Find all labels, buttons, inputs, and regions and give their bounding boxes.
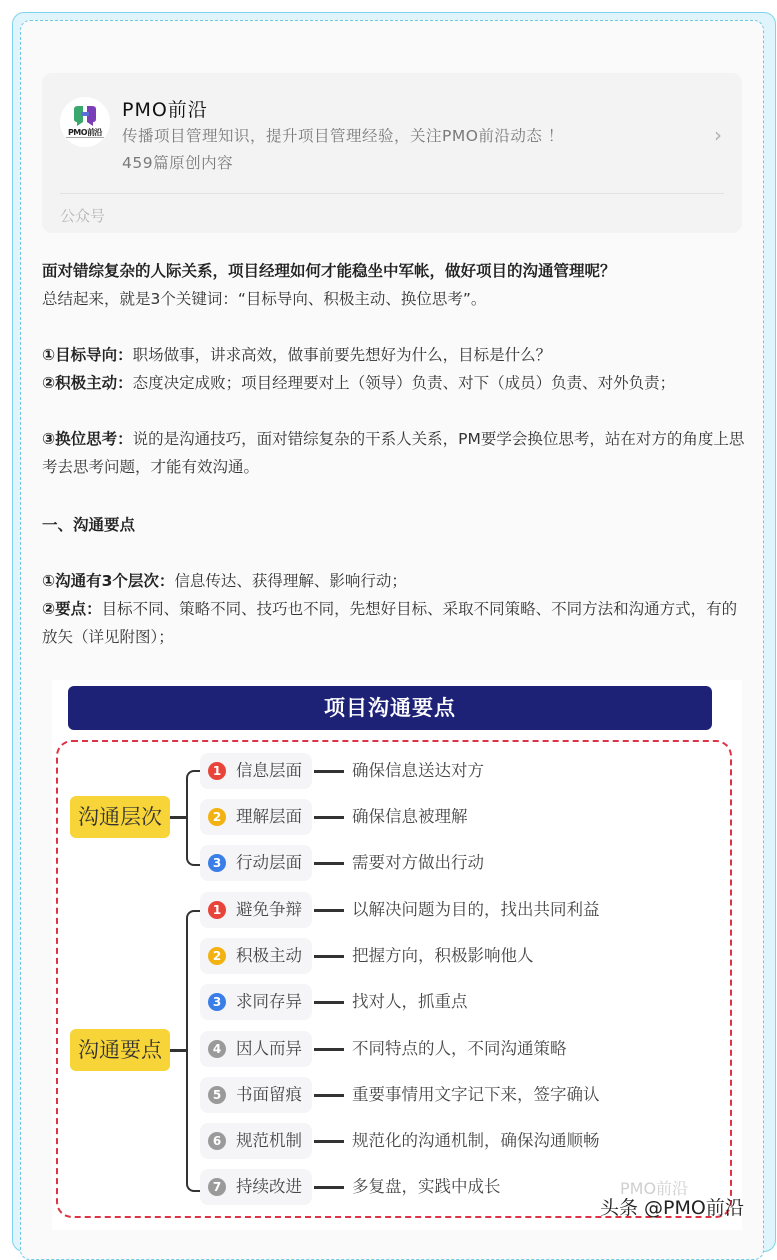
node-description: 把握方向，积极影响他人 xyxy=(352,946,534,965)
level-node xyxy=(200,845,312,881)
point-node xyxy=(200,984,312,1020)
account-name: PMO前沿 xyxy=(122,99,208,121)
connector xyxy=(314,816,344,819)
infographic-title: 项目沟通要点 xyxy=(68,686,712,730)
divider xyxy=(60,193,724,194)
node-description: 确保信息送达对方 xyxy=(352,761,484,780)
node-description: 确保信息被理解 xyxy=(352,807,468,826)
connector xyxy=(314,1186,344,1189)
infographic-image xyxy=(52,680,742,1230)
node-description: 需要对方做出行动 xyxy=(352,853,484,872)
number-badge-icon: 3 xyxy=(208,993,226,1011)
logo-underline xyxy=(66,137,104,138)
number-badge-icon: 1 xyxy=(208,901,226,919)
keyword-item: ①目标导向：职场做事，讲求高效，做事前要先想好为什么，目标是什么？ xyxy=(42,346,552,364)
keyword-item: ③换位思考：说的是沟通技巧，面对错综复杂的干系人关系，PM要学会换位思考，站在对方的角度上思考去思考问题，才能有效沟通。 xyxy=(42,430,745,476)
account-type-label: 公众号 xyxy=(60,207,106,225)
intro-summary: 总结起来，就是3个关键词：“目标导向、积极主动、换位思考”。 xyxy=(42,290,487,308)
account-description: 传播项目管理知识，提升项目管理经验，关注PMO前沿动态 ！ xyxy=(122,127,564,145)
connector xyxy=(314,1140,344,1143)
keyword-item: ②积极主动：态度决定成败；项目经理要对上（领导）负责、对下（成员）负责、对外负责； xyxy=(42,374,676,392)
node-label: 规范机制 xyxy=(236,1131,302,1150)
connector xyxy=(170,1049,186,1052)
number-badge-icon: 1 xyxy=(208,762,226,780)
category-communication-points: 沟通要点 xyxy=(70,1029,170,1071)
node-description: 重要事情用文字记下来，签字确认 xyxy=(352,1085,600,1104)
connector xyxy=(314,1094,344,1097)
level-node xyxy=(200,753,312,789)
node-label: 持续改进 xyxy=(236,1177,302,1196)
category-communication-levels: 沟通层次 xyxy=(70,796,170,838)
number-badge-icon: 4 xyxy=(208,1040,226,1058)
connector xyxy=(314,909,344,912)
level-node xyxy=(200,799,312,835)
node-label: 信息层面 xyxy=(236,761,302,780)
node-description: 不同特点的人，不同沟通策略 xyxy=(352,1039,567,1058)
point-node xyxy=(200,938,312,974)
point-item: ②要点：目标不同、策略不同、技巧也不同，先想好目标、采取不同策略、不同方法和沟通方式，有的放矢（详见附图）； xyxy=(42,600,738,646)
node-description: 找对人，抓重点 xyxy=(352,992,468,1011)
watermark: 头条 @PMO前沿 xyxy=(600,1197,744,1219)
number-badge-icon: 2 xyxy=(208,808,226,826)
number-badge-icon: 3 xyxy=(208,854,226,872)
logo-text: PMO前沿 xyxy=(67,128,103,137)
node-label: 因人而异 xyxy=(236,1039,302,1058)
account-card[interactable] xyxy=(42,73,742,233)
connector xyxy=(314,770,344,773)
node-label: 避免争辩 xyxy=(236,900,302,919)
node-label: 求同存异 xyxy=(236,992,302,1011)
node-description: 多复盘，实践中成长 xyxy=(352,1177,501,1196)
node-label: 行动层面 xyxy=(236,853,302,872)
watermark-faint: PMO前沿 xyxy=(620,1179,689,1198)
number-badge-icon: 2 xyxy=(208,947,226,965)
chevron-right-icon[interactable]: › xyxy=(714,123,722,147)
connector xyxy=(314,1048,344,1051)
node-label: 书面留痕 xyxy=(236,1085,302,1104)
node-label: 积极主动 xyxy=(236,946,302,965)
point-item: ①沟通有3个层次：信息传达、获得理解、影响行动； xyxy=(42,572,407,590)
number-badge-icon: 7 xyxy=(208,1178,226,1196)
connector xyxy=(170,816,186,819)
intro-question: 面对错综复杂的人际关系，项目经理如何才能稳坐中军帐，做好项目的沟通管理呢？ xyxy=(42,262,616,280)
connector xyxy=(314,955,344,958)
account-avatar xyxy=(60,97,110,147)
point-node xyxy=(200,892,312,928)
point-node xyxy=(200,1077,312,1113)
connector xyxy=(314,1001,344,1004)
section-title: 一、沟通要点 xyxy=(42,516,136,534)
node-description: 规范化的沟通机制，确保沟通顺畅 xyxy=(352,1131,600,1150)
point-node xyxy=(200,1031,312,1067)
number-badge-icon: 6 xyxy=(208,1132,226,1150)
connector xyxy=(314,862,344,865)
node-label: 理解层面 xyxy=(236,807,302,826)
article-count: 459篇原创内容 xyxy=(122,154,234,172)
node-description: 以解决问题为目的，找出共同利益 xyxy=(352,900,600,919)
point-node xyxy=(200,1169,312,1205)
point-node xyxy=(200,1123,312,1159)
logo-icon xyxy=(72,105,98,127)
number-badge-icon: 5 xyxy=(208,1086,226,1104)
